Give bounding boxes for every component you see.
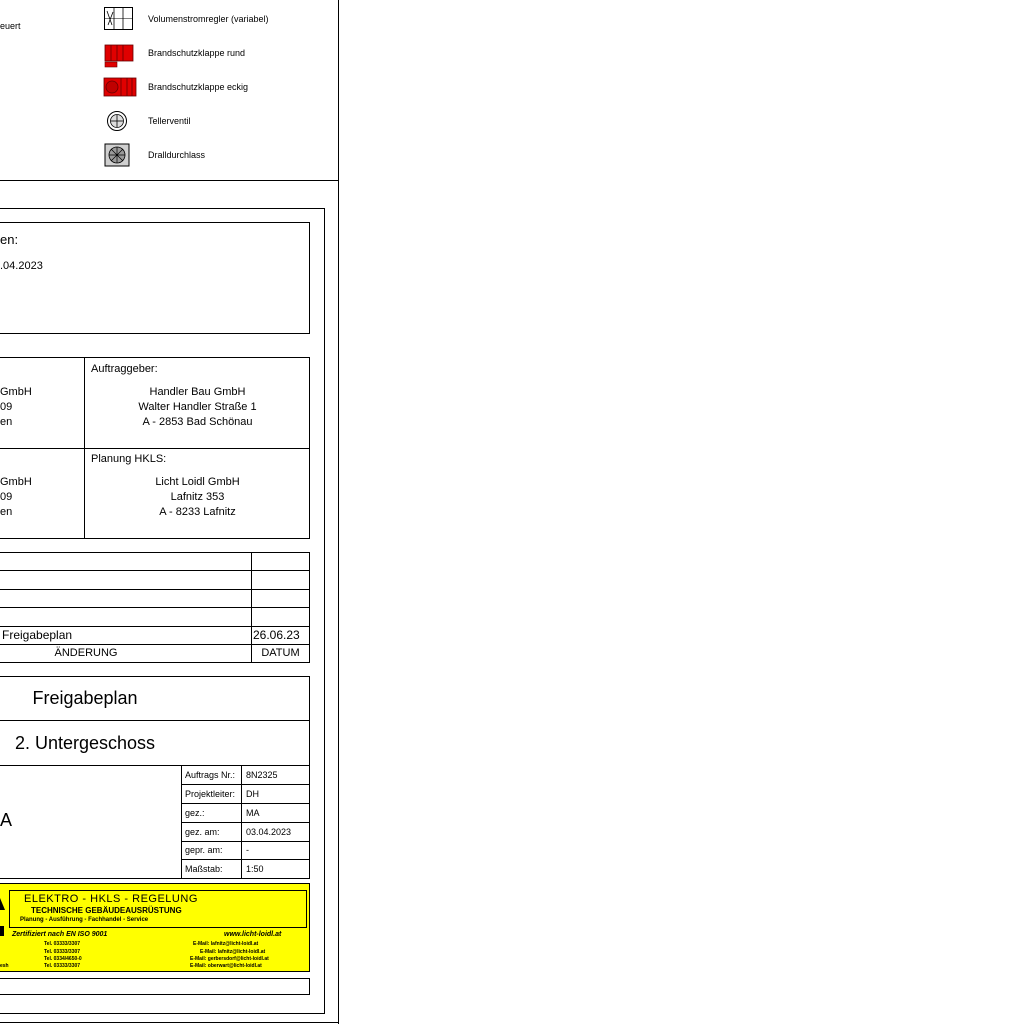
revisions-header-change: ÄNDERUNG (54, 647, 118, 659)
field-value-project-lead: DH (246, 789, 259, 799)
field-value-scale: 1:50 (246, 864, 264, 874)
fields-row-line (181, 859, 310, 860)
company-tel-1: Tel. 03333/3307 (44, 941, 81, 947)
sheet-right-border (338, 180, 339, 1024)
revisions-row-line (0, 644, 310, 645)
client-line-1: Handler Bau GmbH (149, 386, 246, 398)
company-left-fragment: esh (0, 963, 9, 969)
field-value-order-no: 8N2325 (246, 770, 278, 780)
planner-line-2: Lafnitz 353 (170, 491, 225, 503)
title-left-fragment: A (0, 810, 13, 830)
field-label-drawn-on: gez. am: (185, 827, 220, 837)
client-line-2: Walter Handler Straße 1 (138, 401, 257, 413)
company-tel-2: Tel. 03333/3307 (44, 949, 81, 955)
parties-divider-h (0, 448, 310, 449)
company-mail-1: E-Mail: lafnitz@licht-loidl.at (193, 941, 259, 947)
bottom-strip (0, 978, 310, 995)
left-top-line-3: en (0, 416, 13, 428)
field-label-drawn: gez.: (185, 808, 205, 818)
fields-row-line (181, 822, 310, 823)
fields-row-line (181, 803, 310, 804)
floor-title: 2. Untergeschoss (14, 733, 156, 753)
revisions-header-date: DATUM (261, 647, 300, 659)
fields-row-line (181, 784, 310, 785)
revisions-row-line (0, 570, 310, 571)
company-tel-3: Tel. 0334/4650-0 (44, 956, 82, 962)
revisions-row-line (0, 626, 310, 627)
company-headline: ELEKTRO - HKLS - REGELUNG (24, 893, 198, 905)
plan-title-divider (0, 765, 310, 766)
legend-label-fire-damper-round: Brandschutzklappe rund (148, 48, 246, 58)
legend-left-fragment: euert (0, 21, 21, 31)
revision-date: 26.06.23 (253, 628, 300, 642)
notes-heading: en: (0, 232, 19, 247)
field-value-drawn: MA (246, 808, 260, 818)
client-title: Auftraggeber: (91, 363, 158, 375)
field-label-order-no: Auftrags Nr.: (185, 770, 236, 780)
fire-damper-round-icon (103, 43, 135, 69)
notes-date: .04.2023 (0, 260, 43, 272)
left-top-line-2: 09 (0, 401, 13, 413)
field-value-checked-on: - (246, 845, 249, 855)
fields-row-line (181, 841, 310, 842)
field-label-scale: Maßstab: (185, 864, 223, 874)
company-mail-4: E-Mail: oberwart@licht-loidl.at (190, 963, 262, 969)
left-top-line-1: GmbH (0, 386, 32, 398)
legend-label-swirl-diffuser: Dralldurchlass (148, 150, 206, 160)
left-bottom-line-3: en (0, 506, 13, 518)
field-label-checked-on: gepr. am: (185, 845, 223, 855)
plate-valve-icon (106, 110, 128, 132)
company-logo-icon (0, 896, 8, 940)
plan-title-divider (0, 720, 310, 721)
left-bottom-line-1: GmbH (0, 476, 32, 488)
volume-flow-regulator-icon (104, 7, 134, 31)
plan-type: Freigabeplan (32, 688, 138, 708)
planner-title: Planung HKLS: (91, 453, 167, 465)
field-value-drawn-on: 03.04.2023 (246, 827, 292, 837)
planner-line-1: Licht Loidl GmbH (155, 476, 240, 488)
legend-label-plate-valve: Tellerventil (148, 116, 191, 126)
client-line-3: A - 2853 Bad Schönau (142, 416, 253, 428)
fire-damper-rect-icon (103, 76, 137, 100)
legend-label-fire-damper-rect: Brandschutzklappe eckig (148, 82, 249, 92)
revision-change: Freigabeplan (2, 628, 73, 642)
company-mail-2: E-Mail: lafnitz@licht-loidl.at (200, 949, 266, 955)
swirl-diffuser-icon (104, 143, 130, 167)
planner-line-3: A - 8233 Lafnitz (159, 506, 236, 518)
notes-box (0, 222, 310, 334)
company-services: Planung - Ausführung - Fachhandel - Service (20, 917, 149, 923)
company-subline: TECHNISCHE GEBÄUDEAUSRÜSTUNG (31, 906, 182, 915)
left-bottom-line-2: 09 (0, 491, 13, 503)
company-mail-3: E-Mail: gerbersdorf@licht-loidl.at (190, 956, 269, 962)
company-web: www.licht-loidl.at (224, 931, 282, 938)
revisions-row-line (0, 607, 310, 608)
legend-label-volume-flow: Volumenstromregler (variabel) (148, 14, 269, 24)
field-label-project-lead: Projektleiter: (185, 789, 236, 799)
revisions-row-line (0, 589, 310, 590)
company-cert: Zertifiziert nach EN ISO 9001 (12, 931, 108, 938)
sheet-bottom-border (0, 1022, 339, 1023)
company-tel-4: Tel. 03333/3307 (44, 963, 81, 969)
